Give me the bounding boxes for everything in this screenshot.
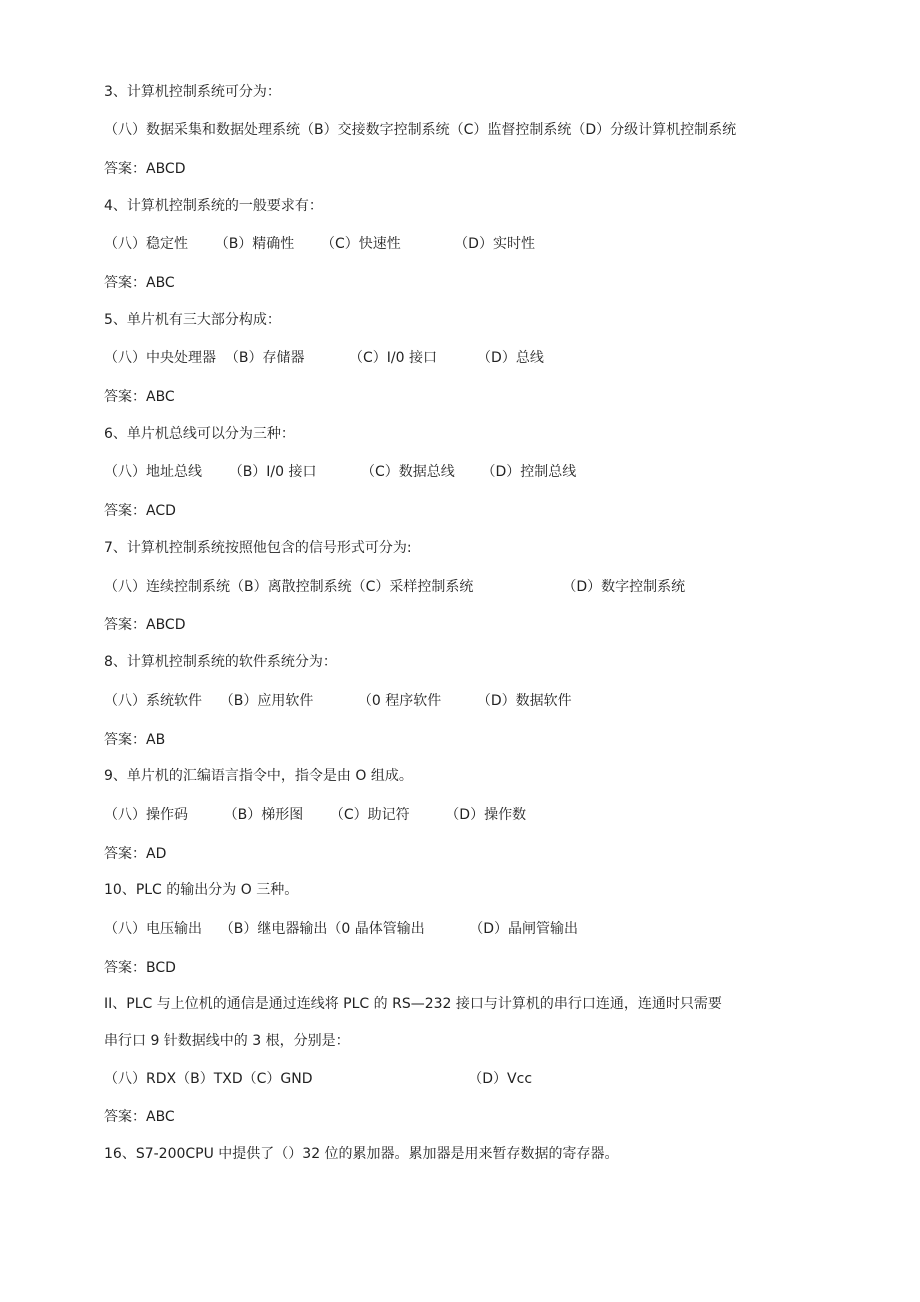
question-6-options: （八）地址总线 （B）I/0 接口 （C）数据总线 （D）控制总线	[104, 464, 577, 480]
question-11-options: （八）RDX（B）TXD（C）GND （D）Vcc	[104, 1071, 533, 1087]
question-6: 6、单片机总线可以分为三种：	[104, 426, 295, 442]
question-5-options: （八）中央处理器 （B）存储器 （C）I/0 接口 （D）总线	[104, 350, 544, 366]
question-5: 5、单片机有三大部分构成：	[104, 312, 281, 328]
answer-7: 答案：ABCD	[104, 617, 186, 633]
answer-10: 答案：BCD	[104, 960, 176, 976]
question-4: 4、计算机控制系统的一般要求有：	[104, 198, 323, 214]
answer-3: 答案：ABCD	[104, 161, 186, 177]
question-3: 3、计算机控制系统可分为：	[104, 84, 281, 100]
question-7-options: （八）连续控制系统（B）离散控制系统（C）采样控制系统 （D）数字控制系统	[104, 579, 686, 595]
question-7: 7、计算机控制系统按照他包含的信号形式可分为:	[104, 540, 412, 556]
question-9-options: （八）操作码 （B）梯形图 （C）助记符 （D）操作数	[104, 807, 527, 823]
question-8: 8、计算机控制系统的软件系统分为：	[104, 654, 337, 670]
question-11-continued: 串行口 9 针数据线中的 3 根，分别是：	[104, 1033, 350, 1049]
answer-5: 答案：ABC	[104, 389, 175, 405]
answer-9: 答案：AD	[104, 846, 167, 862]
question-10-options: （八）电压输出 （B）继电器输出（0 晶体管输出 （D）晶闸管输出	[104, 921, 579, 937]
answer-6: 答案：ACD	[104, 503, 176, 519]
answer-8: 答案：AB	[104, 732, 166, 748]
question-8-options: （八）系统软件 （B）应用软件 （0 程序软件 （D）数据软件	[104, 693, 572, 709]
question-4-options: （八）稳定性 （B）精确性 （C）快速性 （D）实时性	[104, 236, 535, 252]
question-16: 16、S7-200CPU 中提供了（）32 位的累加器。累加器是用来暂存数据的寄存器。	[104, 1146, 619, 1162]
question-10: 10、PLC 的输出分为 O 三种。	[104, 882, 299, 898]
answer-11: 答案：ABC	[104, 1109, 175, 1125]
question-9: 9、单片机的汇编语言指令中，指令是由 O 组成。	[104, 768, 413, 784]
question-11: II、PLC 与上位机的通信是通过连线将 PLC 的 RS—232 接口与计算机的串行口连通，连通时只需要	[104, 996, 722, 1012]
answer-4: 答案：ABC	[104, 275, 175, 291]
question-3-options: （八）数据采集和数据处理系统（B）交接数字控制系统（C）监督控制系统（D）分级计算机控制系统	[104, 122, 737, 138]
